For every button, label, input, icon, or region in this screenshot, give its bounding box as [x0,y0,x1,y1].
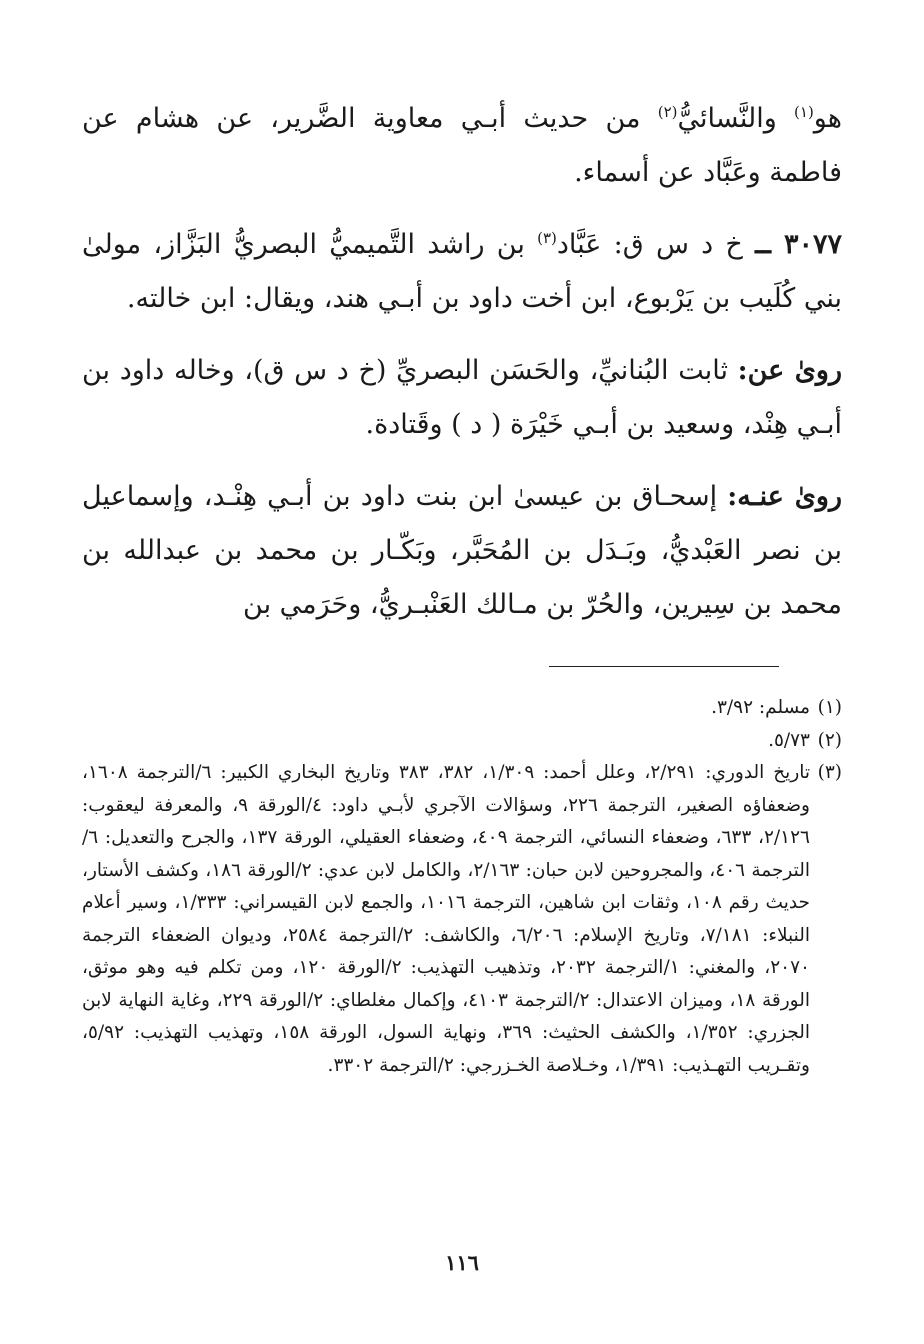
narrated-by-text: إسحـاق بن عيسىٰ ابن بنت داود بن أبـي هِنْـد، وإسماعيل بن نصر العَبْديُّ، وبَـدَل بن المُحَبَّر، وبَكّـار بن محمد بن عبدالله بن محمد بن سِيرين، والحُرّ بن مـالك العَنْبـريُّ، وحَرَمي بن [82,481,842,620]
entry-sigla: خ د س ق: [601,229,756,260]
footnote-text: مسلم: ٣/٩٢. [711,697,810,718]
footnote-text: تاريخ الدوري: ٢/٢٩١، وعلل أحمد: ١/٣٠٩، ٣٨٢، ٣٨٣ وتاريخ البخاري الكبير: ٦/الترجمة ١٦٠٨، وضعفاؤه الصغير، الترجمة ٢٢٦، وسؤالات الآجري لأبـي داود: ٤/الورقة ٩، والمعرفة ليعقوب: ٢/١٢٦، ٦٣٣، وضعفاء النسائي، الترجمة ٤٠٩، وضعفاء العقيلي، الورقة ١٣٧، والجرح والتعديل: ٦/الترجمة ٤٠٦، والمجروحين لابن حبان: ٢/١٦٣، والكامل لابن عدي: ٢/الورقة ١٨٦، وكشف الأستار، حديث رقم ١٠٨، وثقات ابن شاهين، الترجمة ١٠١٦، والجمع لابن القيسراني: ١/٣٣٣، وسير أعلام النبلاء: ٧/١٨١، وتاريخ الإسلام: ٦/٢٠٦، والكاشف: ٢/الترجمة ٢٥٨٤، وديوان الضعفاء الترجمة ٢٠٧٠، والمغني: ١/الترجمة ٢٠٣٢، وتذهيب التهذيب: ٢/الورقة ١٢٠، ومن تكلم فيه وهو موثق، الورقة ١٨، وميزان الاعتدال: ٢/الترجمة ٤١٠٣، وإكمال مغلطاي: ٢/الورقة ٢٢٩، وغاية النهاية لابن الجزري: ١/٣٥٢، والكشف الحثيث: ٣٦٩، ونهاية السول، الورقة ١٥٨، وتهذيب التهذيب: ٥/٩٢، وتقـريب التهـذيب: ١/٣٩١، وخـلاصة الخـزرجي: ٢/الترجمة ٣٣٠٢. [82,762,811,1076]
footnotes [82,692,842,1082]
paragraph-continuation [82,92,842,200]
footnote-number: (٣) [817,762,842,783]
footnote-ref-1[interactable]: (١) [794,103,814,121]
footnote-ref-2[interactable]: (٢) [657,103,678,121]
text-run: هو [813,103,842,134]
narrated-by-label: روىٰ عنـه: [727,481,842,512]
footnote-number: (١) [817,697,842,718]
footnote-text: ٥/٧٣. [768,729,810,751]
footnote-divider [549,666,779,667]
entry-number: ٣٠٧٧ ــ [755,229,842,260]
entry-text: بن راشد التَّميميُّ البصريُّ البَزَّاز، مولىٰ بني كُلَيب بن يَرْبوع، ابن أخت داود بن أبـي هند، ويقال: ابن خالته. [82,229,842,314]
footnote-ref-3[interactable]: (٣) [537,229,557,247]
main-text [82,92,842,632]
entry-heading-paragraph [82,218,842,326]
footnote-3 [82,757,842,1082]
text-run: والنَّسائيُّ [677,103,795,134]
footnote-1 [82,692,842,725]
narrated-from-text: ثابت البُنانيِّ، والحَسَن البصريِّ (خ د س ق)، وخاله داود بن أبـي هِنْد، وسعيد بن أبـي خَيْرَة ( د ) وقَتادة. [82,355,842,440]
page-number: ١١٦ [445,1250,479,1275]
text-run: من حديث أبـي معاوية الضَّرير، عن هشام عن فاطمة وعَبَّاد عن أسماء. [82,103,842,188]
narrated-from-label: روىٰ عن: [737,355,842,386]
footnote-2 [82,725,842,758]
entry-name: عَبَّاد [556,229,602,260]
footnote-number: (٢) [817,729,842,751]
narrated-by-paragraph [82,470,842,632]
narrated-from-paragraph [82,344,842,452]
